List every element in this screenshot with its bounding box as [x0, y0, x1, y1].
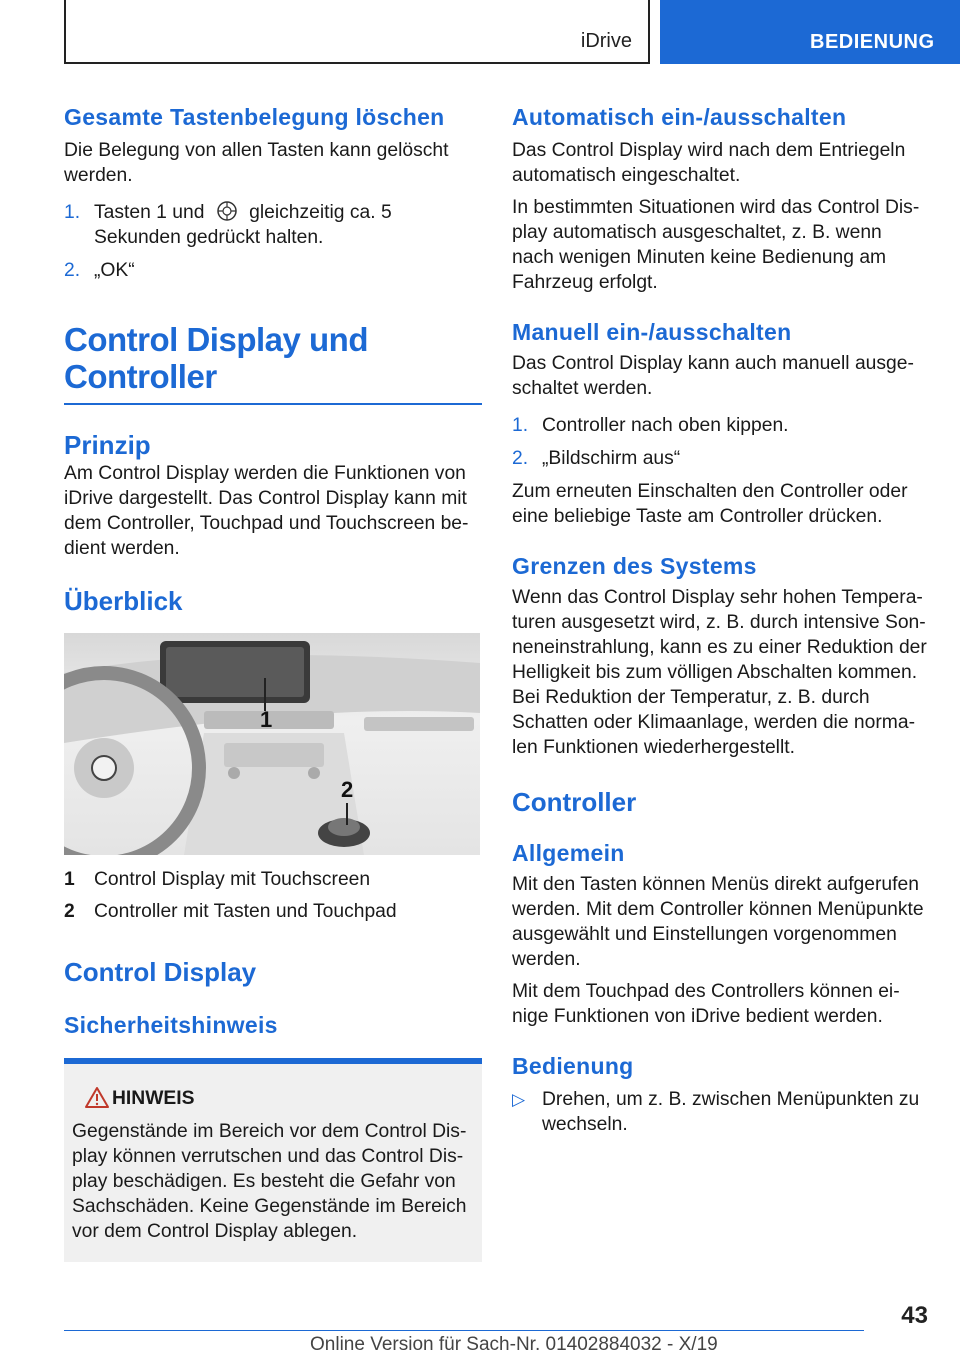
manual-title: Manuell ein-/ausschalten [512, 319, 792, 345]
cockpit-illustration [64, 633, 480, 855]
legend-number: 2 [64, 901, 75, 922]
warning-triangle-icon [84, 1086, 110, 1109]
header-chapter-tab [660, 0, 960, 64]
figure-label-2: 2 [341, 777, 354, 802]
legend-row-2 [64, 899, 482, 924]
principle-text: Am Control Display werden die Funktionen von iDrive dargestellt. Das Control Display kann mit dem Controller, Touchpad und Touchscreen bedient werden. [64, 463, 469, 559]
main-title: Control Display und Controller [64, 321, 482, 405]
legend-text: Control Display mit Touchscreen [94, 869, 371, 890]
step-text-a: Tasten 1 und [94, 202, 205, 223]
legend-text: Controller mit Tasten und Touchpad [94, 901, 397, 922]
header-section-box [64, 0, 650, 64]
page-number: 43 [901, 1302, 928, 1329]
star-button-icon [214, 200, 240, 222]
auto-text-1: Das Control Display wird nach dem Entriegeln automatisch eingeschaltet. [512, 140, 906, 186]
overview-title: Überblick [64, 586, 183, 616]
step-number: 1. [512, 415, 529, 436]
legend-row-1 [64, 867, 482, 892]
step-text: „OK“ [94, 260, 135, 281]
reset-step-2 [64, 258, 482, 283]
auto-title: Automatisch ein-/ausschalten [512, 104, 847, 130]
right-column [512, 102, 928, 1137]
notice-box [64, 1058, 482, 1262]
principle-title: Prinzip [64, 430, 151, 460]
notice-header [72, 1086, 474, 1111]
figure-label-1: 1 [260, 707, 273, 732]
step-text: „Bildschirm aus“ [542, 448, 681, 469]
auto-text-2: In bestimmten Situationen wird das Control Display automatisch ausgeschaltet, z. B. wenn nach wenigen Minuten keine Bedienung am Fahrzeug erfolgt. [512, 197, 920, 293]
limits-text-2: Bei Reduktion der Temperatur, z. B. durch Schatten oder Klimaanlage, werden die normalen Funktionen wiederhergestellt. [512, 687, 915, 758]
notice-title: HINWEIS [112, 1088, 195, 1109]
safety-title: Sicherheitshinweis [64, 1012, 278, 1038]
manual-text: Das Control Display kann auch manuell ausgeschaltet werden. [512, 353, 914, 399]
triangle-bullet-icon: ▷ [512, 1090, 526, 1109]
display-title: Control Display [64, 957, 257, 987]
legend-number: 1 [64, 869, 75, 890]
manual-step-1 [512, 413, 928, 438]
step-number: 1. [64, 202, 81, 223]
footer-text: Online Version für Sach-Nr. 01402884032 - X/19 [310, 1334, 718, 1355]
operation-item-1 [512, 1087, 928, 1137]
step-text: Controller nach oben kippen. [542, 415, 789, 436]
general-title: Allgemein [512, 840, 625, 866]
header-chapter-label: BEDIENUNG [810, 31, 935, 53]
operation-text: Drehen, um z. B. zwischen Menüpunkten zu wechseln. [542, 1089, 920, 1135]
manual-text-2: Zum erneuten Einschalten den Controller oder eine beliebige Taste am Controller drücken. [512, 481, 908, 527]
left-column [64, 102, 482, 1262]
reset-title: Gesamte Tastenbelegung löschen [64, 104, 445, 130]
general-text-1: Mit den Tasten können Menüs direkt aufgerufen werden. Mit dem Controller können Menüpunkte ausgewählt und Einstellungen vorgenommen werden. [512, 874, 924, 970]
reset-text: Die Belegung von allen Tasten kann gelöscht werden. [64, 140, 449, 186]
general-text-2: Mit dem Touchpad des Controllers können einige Funktionen von iDrive bedient werden. [512, 981, 900, 1027]
header-section-title: iDrive [580, 30, 632, 52]
controller-title: Controller [512, 787, 637, 817]
manual-step-2 [512, 446, 928, 471]
limits-title: Grenzen des Systems [512, 553, 757, 579]
cockpit-figure [64, 633, 480, 855]
operation-title: Bedienung [512, 1053, 634, 1079]
step-text-b: gleichzeitig ca. 5 Sekunden gedrückt halten. [94, 202, 392, 248]
step-number: 2. [64, 260, 81, 281]
footer-rule [64, 1330, 864, 1331]
step-number: 2. [512, 448, 529, 469]
limits-text-1: Wenn das Control Display sehr hohen Temperaturen ausgesetzt wird, z. B. durch intensive Sonneneinstrahlung, kann es zu einer Reduktion der Helligkeit bis zum völligen Abschalten kommen. [512, 587, 927, 683]
reset-step-1 [64, 200, 482, 250]
notice-text: Gegenstände im Bereich vor dem Control Display können verrutschen und das Control Display beschädigen. Es besteht die Gefahr von Sachschäden. Keine Gegenstände im Bereich vor dem Control Display ablegen. [72, 1121, 467, 1242]
